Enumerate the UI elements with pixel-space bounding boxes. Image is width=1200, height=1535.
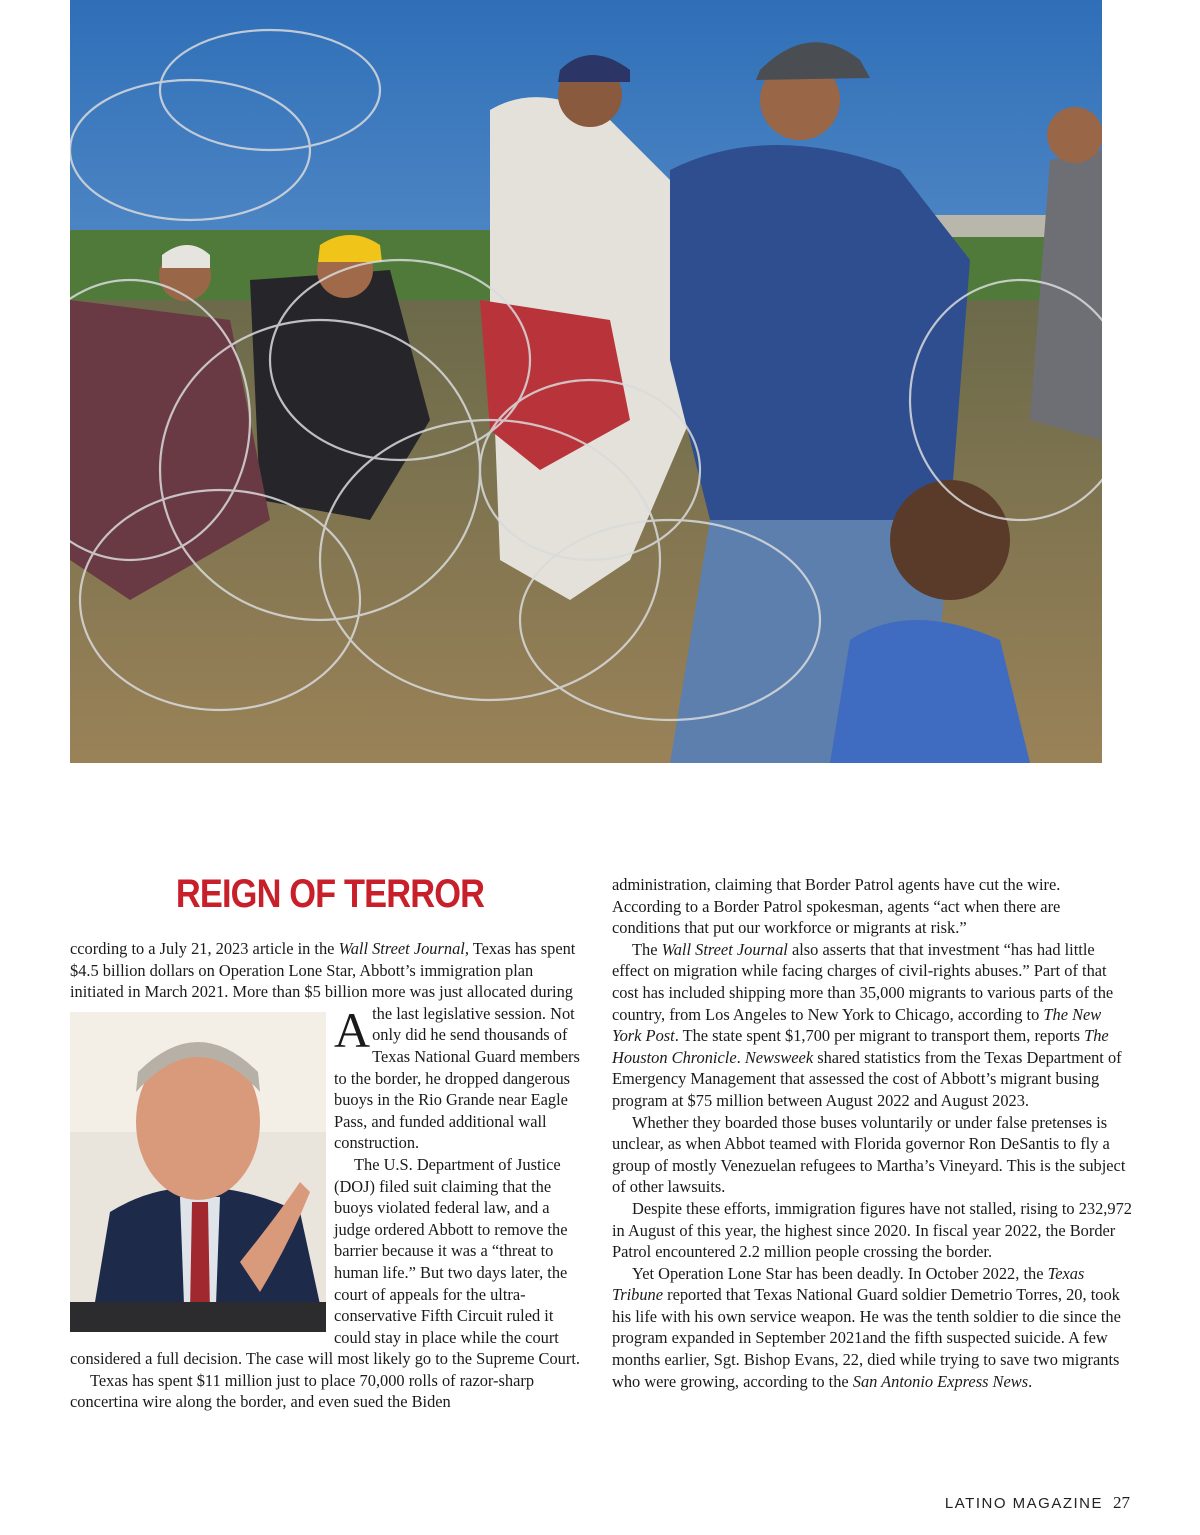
paragraph-intro (70, 938, 586, 1154)
magazine-name: LATINO MAGAZINE (944, 1495, 1103, 1512)
publication-title: Newsweek (744, 1047, 814, 1067)
publication-title: The Houston Chronicle (612, 1026, 1109, 1067)
governor-portrait-photo (70, 1012, 326, 1332)
paragraph: administration, claiming that Border Patrol agents have cut the wire. According to a Border Patrol spokesman, agents “act when there are conditions that put our workforce or migrants at risk.” (612, 875, 1061, 938)
publication-title: Wall Street Journal (338, 939, 465, 958)
article-headline: REIGN OF TERROR (175, 872, 485, 916)
text-run: ccording to a July 21, 2023 article in the (70, 939, 339, 958)
publication-title: Wall Street Journal (661, 939, 788, 959)
paragraph: Whether they boarded those buses voluntarily or under false pretenses is unclear, as when Abbot teamed with Florida governor Ron DeSantis to fly a group of mostly Venezuelan refugees to Martha’s Vineyard. This is the subject of other lawsuits. (612, 1112, 1126, 1197)
text-run: , Texas has spent $4.5 billion dollars on Operation Lone Star, Abbott’s immigration plan initiated in March 2021. More than $5 billion more was just allocated during the last legislative session. Not only did he send thousands of Texas National Guard members to the border, he dropped dangerous buoys in the Rio Grande near Eagle Pass, and funded additional wall construction. (70, 939, 580, 1153)
publication-title: Texas Tribune (612, 1263, 1085, 1305)
drop-cap: A (334, 1002, 371, 1058)
article-column-left (70, 938, 586, 1413)
publication-title: The New York Post (612, 1004, 1102, 1046)
article-column-right (612, 874, 1132, 1392)
paragraph: Despite these efforts, immigration figures have not stalled, rising to 232,972 in August of this year, the highest since 2020. In fiscal year 2022, the Border Patrol encountered 2.2 million people crossing the border. (612, 1198, 1132, 1262)
paragraph: Texas has spent $11 million just to place 70,000 rolls of razor-sharp concertina wire along the border, and even sued the Biden (70, 1370, 535, 1412)
page-footer (945, 1493, 1130, 1513)
page-number: 27 (1113, 1493, 1130, 1512)
paragraph: The U.S. Department of Justice (DOJ) filed suit claiming that the buoys violated federal law, and a judge ordered Abbott to remove the barrier because it was a “threat to human life.” But two days later, the court of appeals for the ultra-conservative Fifth Circuit ruled it could stay in place while the court considered a full decision. The case will most likely go to the Supreme Court. (70, 1154, 580, 1369)
paragraph: The Wall Street Journal also asserts that that investment “has had little effect on migration while facing charges of civil-rights abuses.” Part of that cost has included shipping more than 35,000 migrants to various parts of the country, from Los Angeles to New York to Chicago, according to The New York Post. The state spent $1,700 per migrant to transport them, reports The Houston Chronicle. Newsweek shared statistics from the Texas Department of Emergency Management that assessed the cost of Abbott’s migrant busing program at $75 million between August 2022 and August 2023. (612, 939, 1122, 1110)
main-photo (70, 0, 1102, 763)
paragraph: Yet Operation Lone Star has been deadly. In October 2022, the Texas Tribune reported that Texas National Guard soldier Demetrio Torres, 20, took his life with his own service weapon. He was the tenth soldier to die since the program expanded in September 2021and the fifth suspected suicide. A few months earlier, Sgt. Bishop Evans, 22, died while trying to save two migrants who were growing, according to the San Antonio Express News. (612, 1263, 1121, 1391)
publication-title: San Antonio Express News (852, 1371, 1029, 1391)
